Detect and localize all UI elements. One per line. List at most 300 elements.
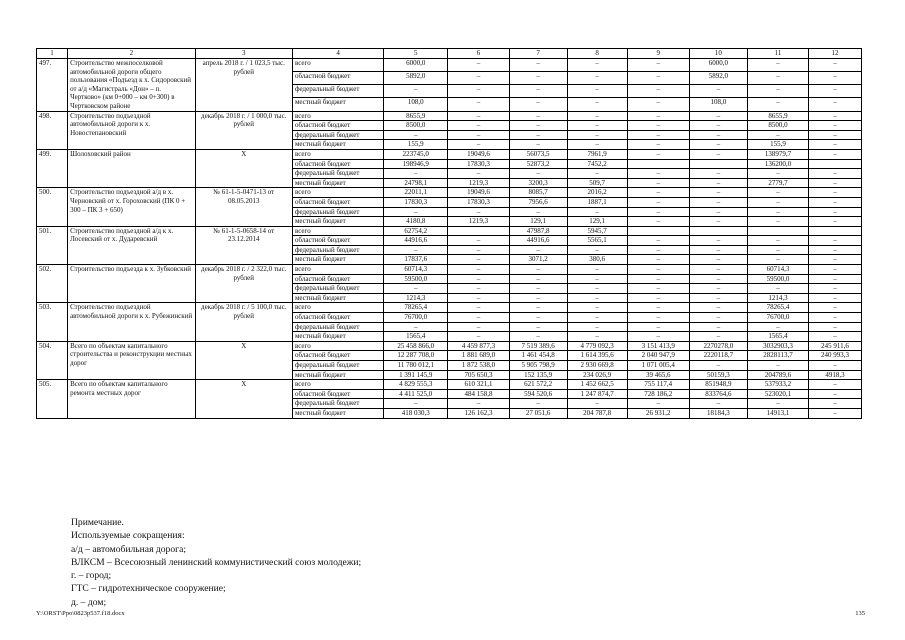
value-cell: 245 911,6: [809, 341, 862, 351]
value-cell: 1 614 395,6: [567, 351, 627, 361]
value-cell: –: [448, 293, 509, 303]
row-number: 502.: [37, 265, 68, 303]
value-cell: –: [689, 284, 747, 294]
value-cell: –: [448, 322, 509, 332]
value-cell: 4 411 525,0: [384, 389, 448, 399]
funding-source: всего: [292, 303, 383, 313]
funding-source: местный бюджет: [292, 293, 383, 303]
value-cell: –: [809, 217, 862, 227]
value-cell: –: [567, 59, 627, 72]
value-cell: –: [448, 59, 509, 72]
value-cell: –: [448, 207, 509, 217]
value-cell: –: [509, 245, 567, 255]
value-cell: –: [509, 140, 567, 150]
value-cell: –: [627, 85, 689, 98]
value-cell: –: [509, 313, 567, 323]
value-cell: 1214,3: [747, 293, 808, 303]
value-cell: –: [448, 332, 509, 342]
value-cell: 5565,1: [567, 236, 627, 246]
value-cell: 5892,0: [689, 72, 747, 85]
value-cell: –: [747, 98, 808, 111]
value-cell: –: [448, 85, 509, 98]
value-cell: 755 117,4: [627, 380, 689, 390]
column-header: 11: [747, 49, 808, 59]
value-cell: –: [567, 207, 627, 217]
value-cell: 380,6: [567, 255, 627, 265]
value-cell: –: [567, 293, 627, 303]
value-cell: 509,7: [567, 178, 627, 188]
document-info: X: [195, 380, 292, 418]
value-cell: –: [747, 59, 808, 72]
value-cell: 155,9: [747, 140, 808, 150]
funding-source: федеральный бюджет: [292, 207, 383, 217]
value-cell: 76700,0: [384, 313, 448, 323]
value-cell: –: [384, 245, 448, 255]
object-name: Строительство подъездной автомобильной дороги к х. Рубежинский: [68, 303, 195, 341]
value-cell: 155,9: [384, 140, 448, 150]
value-cell: 60714,3: [747, 265, 808, 275]
value-cell: –: [689, 207, 747, 217]
value-cell: 2 040 947,9: [627, 351, 689, 361]
value-cell: –: [509, 59, 567, 72]
value-cell: –: [747, 130, 808, 140]
value-cell: [627, 159, 689, 169]
value-cell: –: [509, 207, 567, 217]
funding-source: федеральный бюджет: [292, 322, 383, 332]
value-cell: 25 458 866,0: [384, 341, 448, 351]
column-header: 3: [195, 49, 292, 59]
column-header: 8: [567, 49, 627, 59]
value-cell: –: [627, 98, 689, 111]
funding-source: местный бюджет: [292, 140, 383, 150]
value-cell: 3032903,3: [747, 341, 808, 351]
table-row: [37, 380, 862, 390]
value-cell: –: [384, 85, 448, 98]
value-cell: –: [448, 140, 509, 150]
notes-section: [71, 516, 361, 609]
value-cell: 59500,0: [747, 274, 808, 284]
value-cell: –: [567, 284, 627, 294]
value-cell: –: [509, 130, 567, 140]
value-cell: –: [689, 111, 747, 121]
value-cell: –: [809, 188, 862, 198]
value-cell: –: [689, 85, 747, 98]
value-cell: –: [509, 265, 567, 275]
value-cell: –: [448, 313, 509, 323]
value-cell: 129,1: [509, 217, 567, 227]
row-number: 503.: [37, 303, 68, 341]
value-cell: 19049,6: [448, 149, 509, 159]
row-number: 497.: [37, 59, 68, 112]
value-cell: –: [627, 111, 689, 121]
value-cell: –: [747, 72, 808, 85]
value-cell: –: [747, 399, 808, 409]
document-info: № 61-1-5-0471-13 от 08.05.2013: [195, 188, 292, 226]
value-cell: 17830,3: [384, 197, 448, 207]
value-cell: –: [567, 313, 627, 323]
value-cell: –: [809, 389, 862, 399]
note-line: ВЛКСМ – Всесоюзный ленинский коммунистический союз молодежи;: [71, 556, 362, 568]
document-info: декабрь 2018 г. / 5 100,0 тыс. рублей: [195, 303, 292, 341]
value-cell: 1565,4: [747, 332, 808, 342]
value-cell: 5892,0: [384, 72, 448, 85]
value-cell: –: [689, 399, 747, 409]
value-cell: –: [627, 303, 689, 313]
value-cell: 7 519 389,6: [509, 341, 567, 351]
value-cell: 3 151 413,9: [627, 341, 689, 351]
value-cell: 108,0: [689, 98, 747, 111]
row-number: 499.: [37, 149, 68, 187]
value-cell: –: [689, 188, 747, 198]
value-cell: 1 071 005,4: [627, 361, 689, 371]
row-number: 498.: [37, 111, 68, 149]
value-cell: –: [627, 207, 689, 217]
funding-source: местный бюджет: [292, 178, 383, 188]
value-cell: –: [747, 169, 808, 179]
value-cell: –: [809, 121, 862, 131]
value-cell: –: [689, 274, 747, 284]
note-line: а/д – автомобильная дорога;: [71, 543, 187, 555]
value-cell: –: [809, 245, 862, 255]
value-cell: 2828113,7: [747, 351, 808, 361]
funding-source: федеральный бюджет: [292, 361, 383, 371]
value-cell: –: [689, 236, 747, 246]
value-cell: 4918,3: [809, 370, 862, 380]
value-cell: 108,0: [384, 98, 448, 111]
funding-source: местный бюджет: [292, 217, 383, 227]
document-info: декабрь 2018 г. / 1 000,0 тыс. рублей: [195, 111, 292, 149]
value-cell: 621 572,2: [509, 380, 567, 390]
row-number: 500.: [37, 188, 68, 226]
value-cell: –: [627, 59, 689, 72]
value-cell: –: [809, 361, 862, 371]
value-cell: –: [689, 255, 747, 265]
value-cell: 223745,0: [384, 149, 448, 159]
column-header: 4: [292, 49, 383, 59]
value-cell: 60714,3: [384, 265, 448, 275]
object-name: Всего по объектам капитального строительства и реконструкции местных дорог: [68, 341, 195, 379]
value-cell: –: [509, 274, 567, 284]
funding-source: местный бюджет: [292, 408, 383, 418]
value-cell: –: [627, 178, 689, 188]
funding-source: федеральный бюджет: [292, 284, 383, 294]
value-cell: 76700,0: [747, 313, 808, 323]
funding-source: областной бюджет: [292, 236, 383, 246]
funding-source: местный бюджет: [292, 98, 383, 111]
value-cell: –: [809, 322, 862, 332]
value-cell: –: [509, 72, 567, 85]
value-cell: –: [509, 121, 567, 131]
value-cell: –: [627, 313, 689, 323]
value-cell: –: [448, 265, 509, 275]
value-cell: –: [567, 332, 627, 342]
funding-source: областной бюджет: [292, 197, 383, 207]
row-number: 501.: [37, 226, 68, 264]
value-cell: –: [448, 303, 509, 313]
funding-source: всего: [292, 59, 383, 72]
value-cell: –: [627, 72, 689, 85]
value-cell: –: [448, 121, 509, 131]
column-header: 12: [809, 49, 862, 59]
value-cell: 56073,5: [509, 149, 567, 159]
value-cell: –: [448, 255, 509, 265]
value-cell: [809, 226, 862, 236]
value-cell: –: [627, 322, 689, 332]
value-cell: 1 872 538,0: [448, 361, 509, 371]
table-row: [37, 265, 862, 275]
value-cell: –: [509, 98, 567, 111]
column-header: 7: [509, 49, 567, 59]
table-row: [37, 188, 862, 198]
value-cell: –: [689, 361, 747, 371]
value-cell: 594 520,6: [509, 389, 567, 399]
value-cell: –: [448, 236, 509, 246]
funding-source: областной бюджет: [292, 121, 383, 131]
value-cell: 7961,9: [567, 149, 627, 159]
value-cell: –: [809, 197, 862, 207]
table-row: [37, 149, 862, 159]
value-cell: [689, 226, 747, 236]
value-cell: 8655,9: [384, 111, 448, 121]
funding-source: местный бюджет: [292, 255, 383, 265]
value-cell: –: [747, 284, 808, 294]
value-cell: 7452,2: [567, 159, 627, 169]
value-cell: 62754,2: [384, 226, 448, 236]
value-cell: 44916,6: [509, 236, 567, 246]
value-cell: –: [448, 130, 509, 140]
table-row: [37, 111, 862, 121]
value-cell: –: [747, 85, 808, 98]
value-cell: –: [384, 399, 448, 409]
value-cell: –: [509, 111, 567, 121]
value-cell: 1 391 145,9: [384, 370, 448, 380]
funding-source: областной бюджет: [292, 313, 383, 323]
value-cell: –: [627, 149, 689, 159]
value-cell: –: [689, 217, 747, 227]
value-cell: –: [809, 111, 862, 121]
value-cell: 198946,9: [384, 159, 448, 169]
row-number: 505.: [37, 380, 68, 418]
value-cell: 851948,9: [689, 380, 747, 390]
value-cell: 2 930 669,8: [567, 361, 627, 371]
object-name: Строительство подъездной а/д в х. Черновский от х. Гороховский (ПК 0 + 300 – ПК 3 + 650): [68, 188, 195, 226]
value-cell: –: [689, 169, 747, 179]
document-info: X: [195, 341, 292, 379]
note-line: д. – дом;: [71, 596, 107, 608]
value-cell: –: [809, 72, 862, 85]
value-cell: –: [567, 322, 627, 332]
value-cell: –: [567, 121, 627, 131]
value-cell: [627, 226, 689, 236]
value-cell: –: [689, 245, 747, 255]
value-cell: [448, 226, 509, 236]
object-name: Строительство межпоселковой автомобильной дороги общего пользования «Подъезд к х. Сидоровский от а/д «Магистраль «Дон» – п. Чертково» (км 0+000 – км 0+300) в Чертковском районе: [68, 59, 195, 112]
value-cell: –: [627, 121, 689, 131]
value-cell: –: [627, 236, 689, 246]
value-cell: –: [809, 408, 862, 418]
value-cell: –: [627, 130, 689, 140]
value-cell: 234 026,9: [567, 370, 627, 380]
value-cell: –: [509, 293, 567, 303]
funding-source: областной бюджет: [292, 274, 383, 284]
value-cell: 705 650,3: [448, 370, 509, 380]
value-cell: 6000,0: [689, 59, 747, 72]
table-row: [37, 59, 862, 72]
footer-file-path: Y:\ORST\Ppo\0823p537.f18.docx: [36, 610, 125, 617]
value-cell: 24798,1: [384, 178, 448, 188]
value-cell: 7956,6: [509, 197, 567, 207]
value-cell: [809, 159, 862, 169]
value-cell: –: [567, 85, 627, 98]
value-cell: 17837,6: [384, 255, 448, 265]
value-cell: –: [627, 293, 689, 303]
value-cell: –: [627, 140, 689, 150]
value-cell: 204 787,8: [567, 408, 627, 418]
value-cell: –: [747, 207, 808, 217]
note-line: Примечание.: [71, 517, 124, 528]
value-cell: 1 247 874,7: [567, 389, 627, 399]
note-line: г. – город;: [71, 570, 112, 582]
value-cell: –: [509, 169, 567, 179]
value-cell: –: [627, 255, 689, 265]
value-cell: –: [809, 255, 862, 265]
value-cell: –: [747, 217, 808, 227]
funding-source: областной бюджет: [292, 351, 383, 361]
row-number: 504.: [37, 341, 68, 379]
value-cell: –: [747, 197, 808, 207]
value-cell: 59500,0: [384, 274, 448, 284]
value-cell: –: [689, 313, 747, 323]
column-header: 1: [37, 49, 68, 59]
value-cell: 5945,7: [567, 226, 627, 236]
funding-source: федеральный бюджет: [292, 130, 383, 140]
value-cell: –: [509, 85, 567, 98]
value-cell: 728 186,2: [627, 389, 689, 399]
value-cell: –: [689, 121, 747, 131]
value-cell: –: [689, 140, 747, 150]
value-cell: –: [627, 284, 689, 294]
funding-source: всего: [292, 341, 383, 351]
value-cell: –: [448, 284, 509, 294]
value-cell: 136200,0: [747, 159, 808, 169]
funding-source: всего: [292, 380, 383, 390]
value-cell: 8655,9: [747, 111, 808, 121]
value-cell: 1 461 454,8: [509, 351, 567, 361]
value-cell: –: [809, 236, 862, 246]
value-cell: –: [689, 265, 747, 275]
value-cell: –: [809, 380, 862, 390]
value-cell: 484 158,8: [448, 389, 509, 399]
value-cell: 78265,4: [384, 303, 448, 313]
value-cell: –: [627, 197, 689, 207]
value-cell: –: [689, 149, 747, 159]
value-cell: 17830,3: [448, 159, 509, 169]
value-cell: –: [747, 236, 808, 246]
value-cell: 3071,2: [509, 255, 567, 265]
value-cell: 19049,6: [448, 188, 509, 198]
value-cell: –: [627, 169, 689, 179]
value-cell: 138979,7: [747, 149, 808, 159]
value-cell: –: [809, 293, 862, 303]
table-row: [37, 303, 862, 313]
value-cell: 5 905 798,9: [509, 361, 567, 371]
value-cell: 8085,7: [509, 188, 567, 198]
value-cell: 129,1: [567, 217, 627, 227]
value-cell: –: [448, 274, 509, 284]
value-cell: 47987,8: [509, 226, 567, 236]
note-line: ГТС – гидротехническое сооружение;: [71, 583, 226, 595]
value-cell: [689, 159, 747, 169]
funding-source: федеральный бюджет: [292, 245, 383, 255]
value-cell: –: [627, 274, 689, 284]
value-cell: –: [567, 111, 627, 121]
value-cell: 126 162,3: [448, 408, 509, 418]
value-cell: 2220118,7: [689, 351, 747, 361]
object-name: Шолоховский район: [68, 149, 195, 187]
value-cell: 1 881 689,0: [448, 351, 509, 361]
header-row: [37, 49, 862, 59]
value-cell: 27 051,6: [509, 408, 567, 418]
document-info: декабрь 2018 г. / 2 322,0 тыс. рублей: [195, 265, 292, 303]
value-cell: 2016,2: [567, 188, 627, 198]
value-cell: –: [809, 130, 862, 140]
value-cell: 22011,1: [384, 188, 448, 198]
value-cell: 78265,4: [747, 303, 808, 313]
value-cell: –: [627, 399, 689, 409]
funding-source: всего: [292, 149, 383, 159]
value-cell: –: [567, 274, 627, 284]
value-cell: –: [747, 255, 808, 265]
value-cell: –: [567, 303, 627, 313]
value-cell: 537933,2: [747, 380, 808, 390]
value-cell: 4 829 555,3: [384, 380, 448, 390]
value-cell: –: [448, 98, 509, 111]
value-cell: 1219,3: [448, 217, 509, 227]
value-cell: –: [689, 332, 747, 342]
funding-source: федеральный бюджет: [292, 399, 383, 409]
value-cell: –: [689, 322, 747, 332]
value-cell: 4180,8: [384, 217, 448, 227]
value-cell: 1219,3: [448, 178, 509, 188]
value-cell: 1887,1: [567, 197, 627, 207]
document-info: X: [195, 149, 292, 187]
value-cell: –: [567, 265, 627, 275]
value-cell: –: [567, 399, 627, 409]
value-cell: –: [809, 178, 862, 188]
value-cell: –: [509, 284, 567, 294]
value-cell: –: [567, 98, 627, 111]
funding-source: федеральный бюджет: [292, 169, 383, 179]
value-cell: –: [567, 245, 627, 255]
value-cell: –: [809, 313, 862, 323]
object-name: Строительство подъездной автомобильной дороги к х. Новостепановский: [68, 111, 195, 149]
object-name: Строительство подъезда к х. Зубковский: [68, 265, 195, 303]
value-cell: –: [809, 169, 862, 179]
value-cell: [747, 226, 808, 236]
column-header: 9: [627, 49, 689, 59]
value-cell: 11 780 012,1: [384, 361, 448, 371]
value-cell: 6000,0: [384, 59, 448, 72]
value-cell: –: [747, 245, 808, 255]
value-cell: –: [809, 207, 862, 217]
value-cell: –: [448, 72, 509, 85]
column-header: 6: [448, 49, 509, 59]
value-cell: 1 452 662,5: [567, 380, 627, 390]
table-row: [37, 341, 862, 351]
value-cell: 523020,1: [747, 389, 808, 399]
value-cell: –: [627, 332, 689, 342]
value-cell: 52873,2: [509, 159, 567, 169]
